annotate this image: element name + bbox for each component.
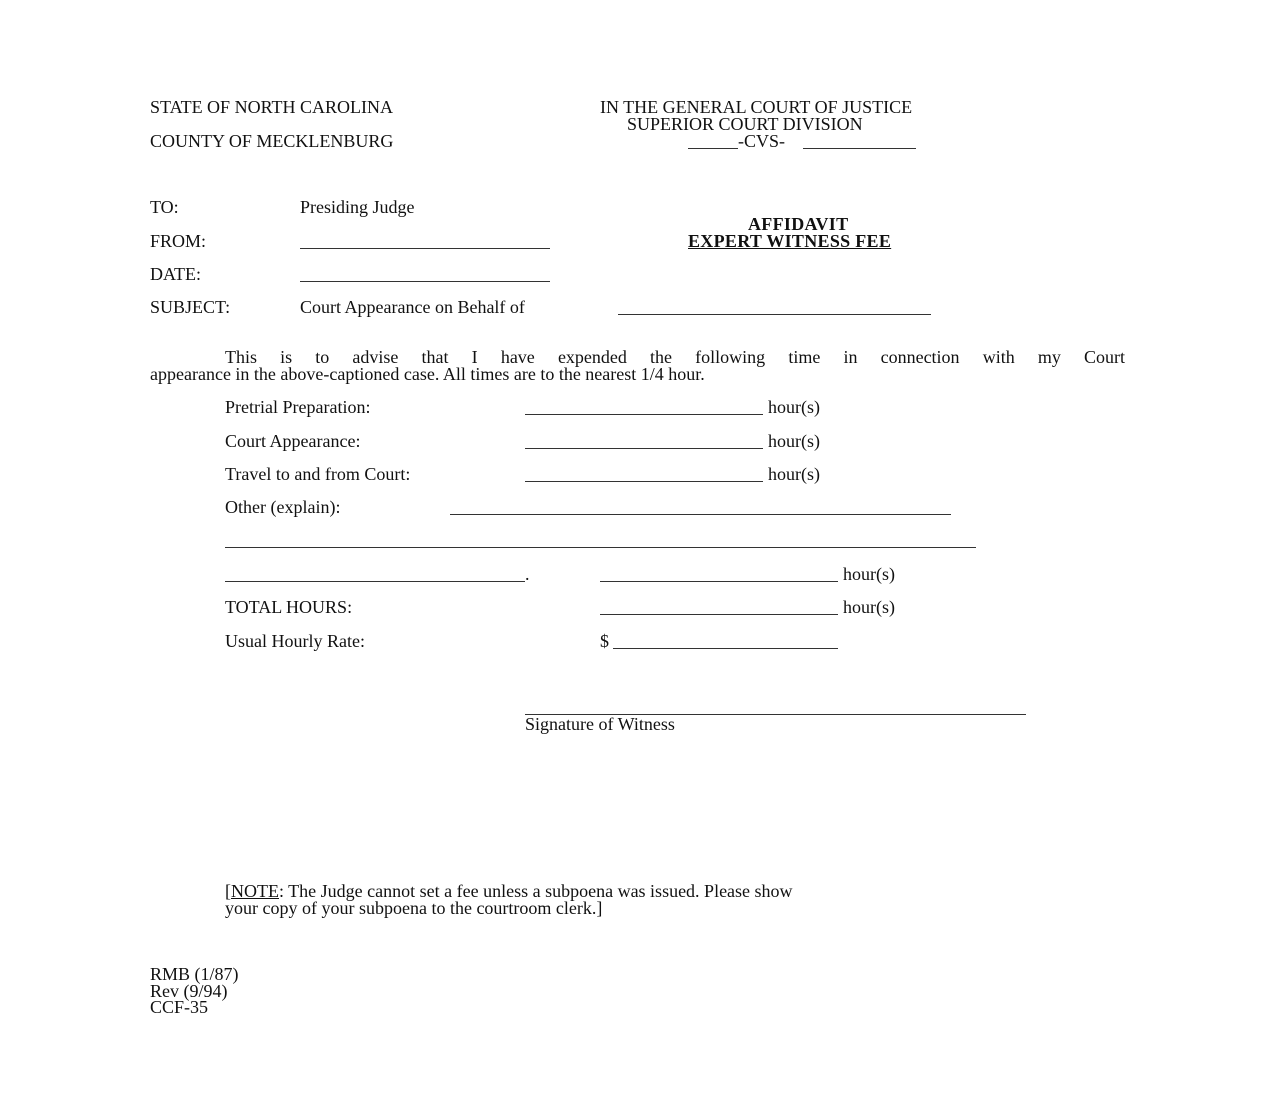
from-label: FROM:: [150, 231, 207, 251]
note-text: : The Judge cannot set a fee unless a subpoena was issued. Please show: [279, 881, 793, 901]
behalf-of-field[interactable]: [618, 314, 931, 315]
pretrial-unit: hour(s): [768, 397, 820, 417]
division-caption: SUPERIOR COURT DIVISION: [627, 114, 863, 134]
court-appearance-label: Court Appearance:: [225, 431, 361, 451]
note-label: NOTE: [231, 881, 279, 901]
other-explain-line-2[interactable]: [225, 547, 976, 548]
date-field[interactable]: [300, 281, 550, 282]
dollar-sign: $: [600, 631, 609, 651]
court-appearance-hours-field[interactable]: [525, 448, 763, 449]
hourly-rate-field[interactable]: [613, 648, 838, 649]
note-open-bracket: [: [225, 881, 231, 901]
case-number-blank[interactable]: [803, 148, 916, 149]
affidavit-title: AFFIDAVIT: [748, 214, 849, 234]
case-year-blank[interactable]: [688, 148, 738, 149]
form-code-1: RMB (1/87): [150, 964, 239, 984]
court-caption: IN THE GENERAL COURT OF JUSTICE: [600, 97, 913, 117]
travel-label: Travel to and from Court:: [225, 464, 411, 484]
signature-label: Signature of Witness: [525, 714, 675, 734]
total-hours-field[interactable]: [600, 614, 838, 615]
hourly-rate-label: Usual Hourly Rate:: [225, 631, 365, 651]
form-code-2: Rev (9/94): [150, 981, 228, 1001]
total-hours-unit: hour(s): [843, 597, 895, 617]
to-label: TO:: [150, 197, 179, 217]
total-hours-label: TOTAL HOURS:: [225, 597, 353, 617]
note-line-2: your copy of your subpoena to the courtroom clerk.]: [225, 898, 603, 918]
from-field[interactable]: [300, 248, 550, 249]
travel-hours-field[interactable]: [525, 481, 763, 482]
county-caption: COUNTY OF MECKLENBURG: [150, 131, 394, 151]
court-appearance-unit: hour(s): [768, 431, 820, 451]
other-explain-line-3[interactable]: [225, 581, 525, 582]
to-value: Presiding Judge: [300, 197, 415, 217]
other-explain-field[interactable]: [450, 514, 951, 515]
subject-value: Court Appearance on Behalf of: [300, 297, 525, 317]
intro-line-2: appearance in the above-captioned case. All times are to the nearest 1/4 hour.: [150, 364, 705, 384]
other-label: Other (explain):: [225, 497, 341, 517]
state-caption: STATE OF NORTH CAROLINA: [150, 97, 393, 117]
pretrial-label: Pretrial Preparation:: [225, 397, 371, 417]
affidavit-subtitle: EXPERT WITNESS FEE: [688, 231, 892, 251]
pretrial-hours-field[interactable]: [525, 414, 763, 415]
other-unit: hour(s): [843, 564, 895, 584]
form-code-3: CCF-35: [150, 997, 209, 1017]
date-label: DATE:: [150, 264, 201, 284]
other-hours-field[interactable]: [600, 581, 838, 582]
subject-label: SUBJECT:: [150, 297, 231, 317]
case-number-prefix: -CVS-: [738, 131, 786, 151]
travel-unit: hour(s): [768, 464, 820, 484]
other-period: .: [525, 564, 530, 584]
intro-line-1: This is to advise that I have expended the following time in connection with my Court: [225, 347, 1125, 367]
